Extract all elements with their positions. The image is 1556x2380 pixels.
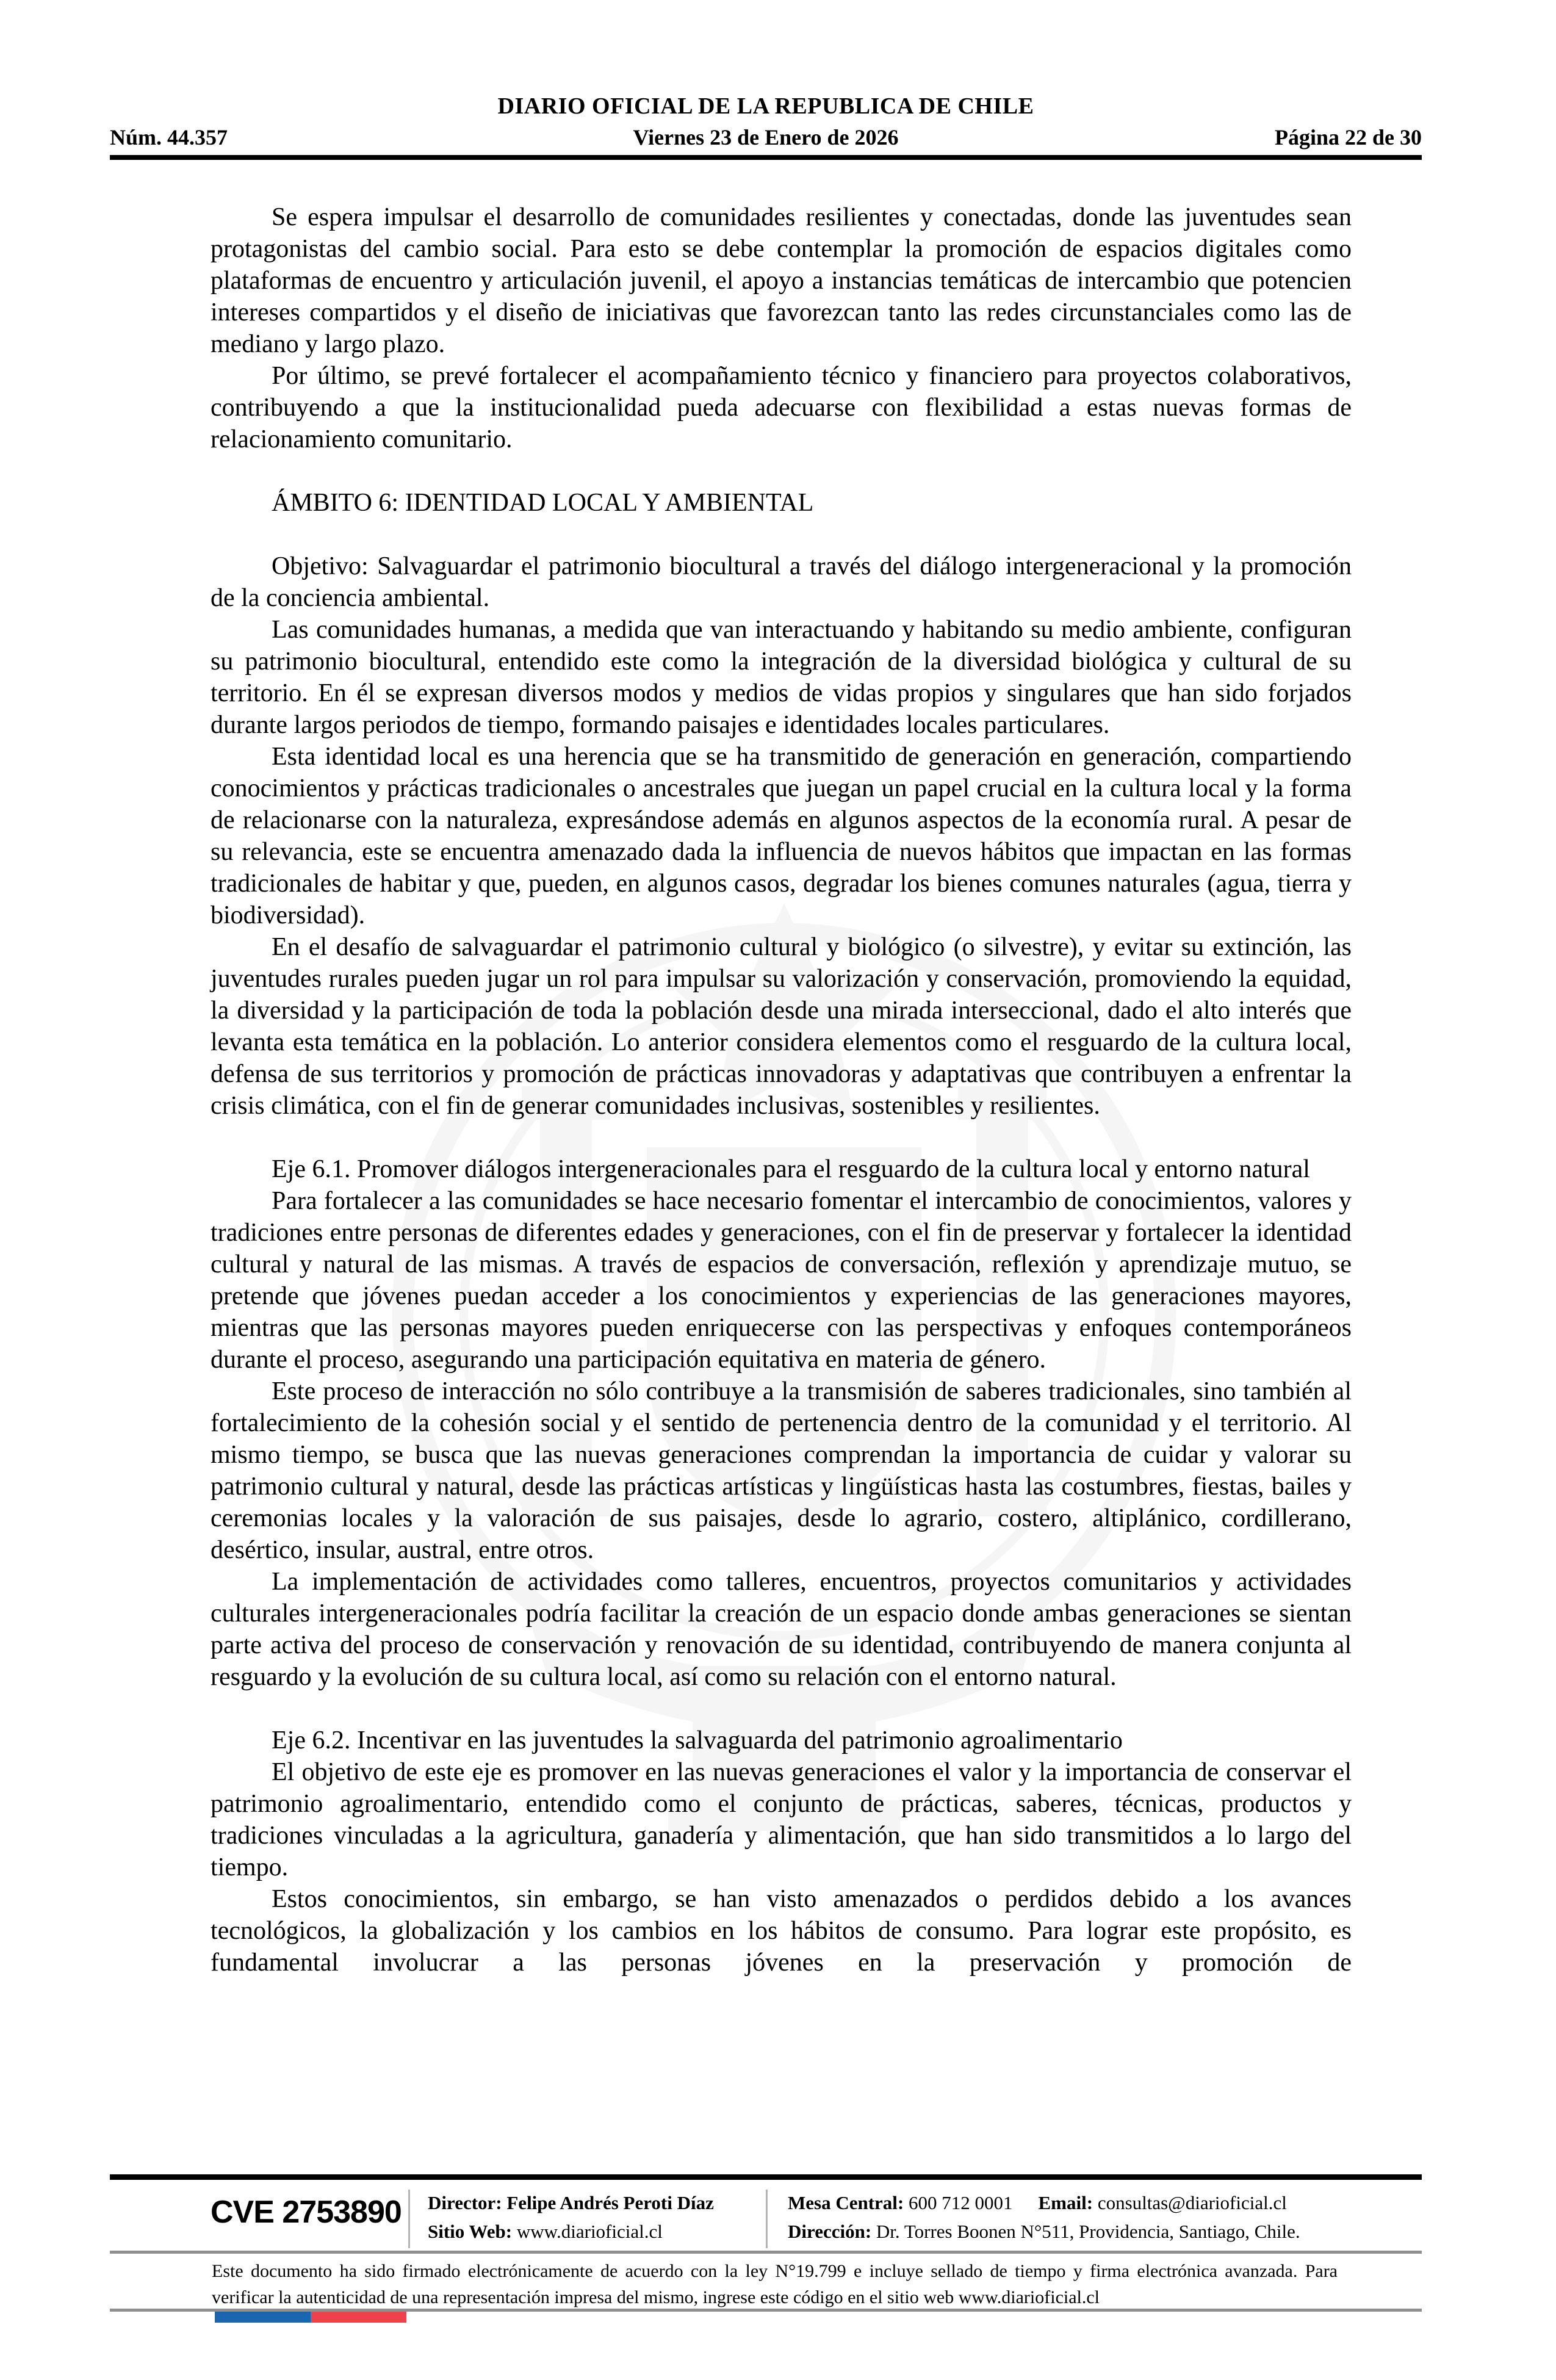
paragraph: Se espera impulsar el desarrollo de comunidades resilientes y conectadas, donde las juventudes sean protagonistas del cambio social. Para esto se debe contemplar la promoción de espacios digitales como plataformas de encuentro y articulación juvenil, el apoyo a instancias temáticas de intercambio que potencien intereses compartidos y el diseño de iniciativas que favorezcan tanto las redes circunstanciales como las de mediano y largo plazo. xyxy=(211,203,1352,358)
cve-code: CVE 2753890 xyxy=(211,2194,402,2230)
paragraph: La implementación de actividades como talleres, encuentros, proyectos comunitarios y actividades culturales intergeneracionales podría facilitar la creación de un espacio donde ambas generaciones se sientan parte activa del proceso de conservación y renovación de su identidad, contribuyendo de manera conjunta al resguardo y la evolución de su cultura local, así como su relación con el entorno natural. xyxy=(211,1568,1352,1691)
subsection-heading: Eje 6.2. Incentivar en las juventudes la salvaguarda del patrimonio agroalimentario xyxy=(272,1726,1123,1754)
chile-flag-mark xyxy=(215,2312,406,2323)
paragraph: El objetivo de este eje es promover en las nuevas generaciones el valor y la importancia de conservar el patrimonio agroalimentario, entendido como el conjunto de prácticas, saberes, técnicas, productos y tradiciones vinculadas a la agricultura, ganadería y alimentación, que han sido transmitidos a lo largo del tiempo. xyxy=(211,1758,1352,1881)
footer-director-column xyxy=(428,2188,714,2246)
paragraph: Estos conocimientos, sin embargo, se han visto amenazados o perdidos debido a los avances tecnológicos, la globalización y los cambios en los hábitos de consumo. Para lograr este propósito, es fundamental involucrar a las personas jóvenes en la preservación y promoción de xyxy=(211,1885,1352,1977)
contact-line xyxy=(788,2188,1300,2217)
paragraph: En el desafío de salvaguardar el patrimonio cultural y biológico (o silvestre), y evitar su extinción, las juventudes rurales pueden jugar un rol para impulsar su valorización y conservación, promoviendo la equidad, la diversidad y la participación de toda la población desde una mirada interseccional, dado el alto interés que levanta esta temática en la población. Lo anterior considera elementos como el resguardo de la cultura local, defensa de sus territorios y promoción de prácticas innovadoras y adaptativas que contribuyen a enfrentar la crisis climática, con el fin de generar comunidades inclusivas, sostenibles y resilientes. xyxy=(211,933,1352,1120)
page-indicator: Página 22 de 30 xyxy=(1274,125,1422,150)
director-line xyxy=(428,2188,714,2217)
address-value: Dr. Torres Boonen N°511, Providencia, Santiago, Chile. xyxy=(876,2221,1300,2242)
paragraph: Esta identidad local es una herencia que se ha transmitido de generación en generación, compartiendo conocimientos y prácticas tradicionales o ancestrales que juegan un papel crucial en la cultura local y la forma de relacionarse con la naturaleza, expresándose además en algunos aspectos de la economía rural. A pesar de su relevancia, este se encuentra amenazado dada la influencia de nuevos hábitos que impactan en las formas tradicionales de habitar y que, pueden, en algunos casos, degradar los bienes comunes naturales (agua, tierra y biodiversidad). xyxy=(211,743,1352,929)
mesa-central-label: Mesa Central: xyxy=(788,2192,904,2213)
address-line xyxy=(788,2217,1300,2246)
address-label: Dirección: xyxy=(788,2221,872,2242)
footer-gray-rule xyxy=(110,2251,1422,2254)
flag-blue-block xyxy=(215,2312,311,2323)
director-name: Felipe Andrés Peroti Díaz xyxy=(506,2192,714,2213)
footer-divider xyxy=(766,2190,768,2248)
website-value: www.diarioficial.cl xyxy=(516,2221,663,2242)
paragraph: Las comunidades humanas, a medida que van interactuando y habitando su medio ambiente, configuran su patrimonio biocultural, entendido este como la integración de la diversidad biológica y cultural de su territorio. En él se expresan diversos modos y medios de vidas propios y singulares que han sido forjados durante largos periodos de tiempo, formando paisajes e identidades locales particulares. xyxy=(211,616,1352,739)
flag-red-block xyxy=(311,2312,406,2323)
legal-notice: Este documento ha sido firmado electrónicamente de acuerdo con la ley N°19.799 e incluye sellado de tiempo y firma electrónica avanzada. Para verificar la autenticidad de una representación impresa del mismo, ingrese este código en el sitio web www.diarioficial.cl xyxy=(212,2261,1338,2307)
issue-number: Núm. 44.357 xyxy=(110,125,228,150)
paragraph: Objetivo: Salvaguardar el patrimonio biocultural a través del diálogo intergeneracional y la promoción de la conciencia ambiental. xyxy=(211,552,1352,612)
publication-title: DIARIO OFICIAL DE LA REPUBLICA DE CHILE xyxy=(497,93,1034,119)
subsection-heading: Eje 6.1. Promover diálogos intergeneracionales para el resguardo de la cultura local y entorno natural xyxy=(272,1155,1310,1183)
mesa-central-value: 600 712 0001 xyxy=(909,2192,1013,2213)
footer-divider xyxy=(408,2190,410,2248)
paragraph: Por último, se prevé fortalecer el acompañamiento técnico y financiero para proyectos colaborativos, contribuyendo a que la institucionalidad pueda adecuarse con flexibilidad a estas nuevas formas de relacionamiento comunitario. xyxy=(211,362,1352,453)
director-label: Director: xyxy=(428,2192,502,2213)
footer-info xyxy=(211,2188,1339,2251)
website-label: Sitio Web: xyxy=(428,2221,513,2242)
header-rule xyxy=(110,155,1422,160)
paragraph: Para fortalecer a las comunidades se hace necesario fomentar el intercambio de conocimientos, valores y tradiciones entre personas de diferentes edades y generaciones, con el fin de preservar y fortalecer la identidad cultural y natural de las mismas. A través de espacios de conversación, reflexión y aprendizaje mutuo, se pretende que jóvenes puedan acceder a los conocimientos y experiencias de las generaciones mayores, mientras que las personas mayores pueden enriquecerse con las perspectivas y enfoques contemporáneos durante el proceso, asegurando una participación equitativa en materia de género. xyxy=(211,1187,1352,1374)
section-heading: ÁMBITO 6: IDENTIDAD LOCAL Y AMBIENTAL xyxy=(272,489,814,517)
body-text xyxy=(211,201,1352,1978)
header-meta-row xyxy=(110,124,1422,153)
email-label: Email: xyxy=(1038,2192,1093,2213)
paragraph: Este proceso de interacción no sólo contribuye a la transmisión de saberes tradicionales, sino también al fortalecimiento de la cohesión social y el sentido de pertenencia dentro de la comunidad y el territorio. Al mismo tiempo, se busca que las nuevas generaciones comprendan la importancia de cuidar y valorar su patrimonio cultural y natural, desde las prácticas artísticas y lingüísticas hasta las costumbres, fiestas, bailes y ceremonias locales y la valoración de sus paisajes, desde lo agrario, costero, altiplánico, cordillerano, desértico, insular, austral, entre otros. xyxy=(211,1377,1352,1564)
footer-rule xyxy=(110,2174,1422,2180)
footer-contact-column xyxy=(788,2188,1300,2246)
email-value: consultas@diarioficial.cl xyxy=(1097,2192,1287,2213)
edition-date: Viernes 23 de Enero de 2026 xyxy=(633,125,899,150)
website-line xyxy=(428,2217,714,2246)
